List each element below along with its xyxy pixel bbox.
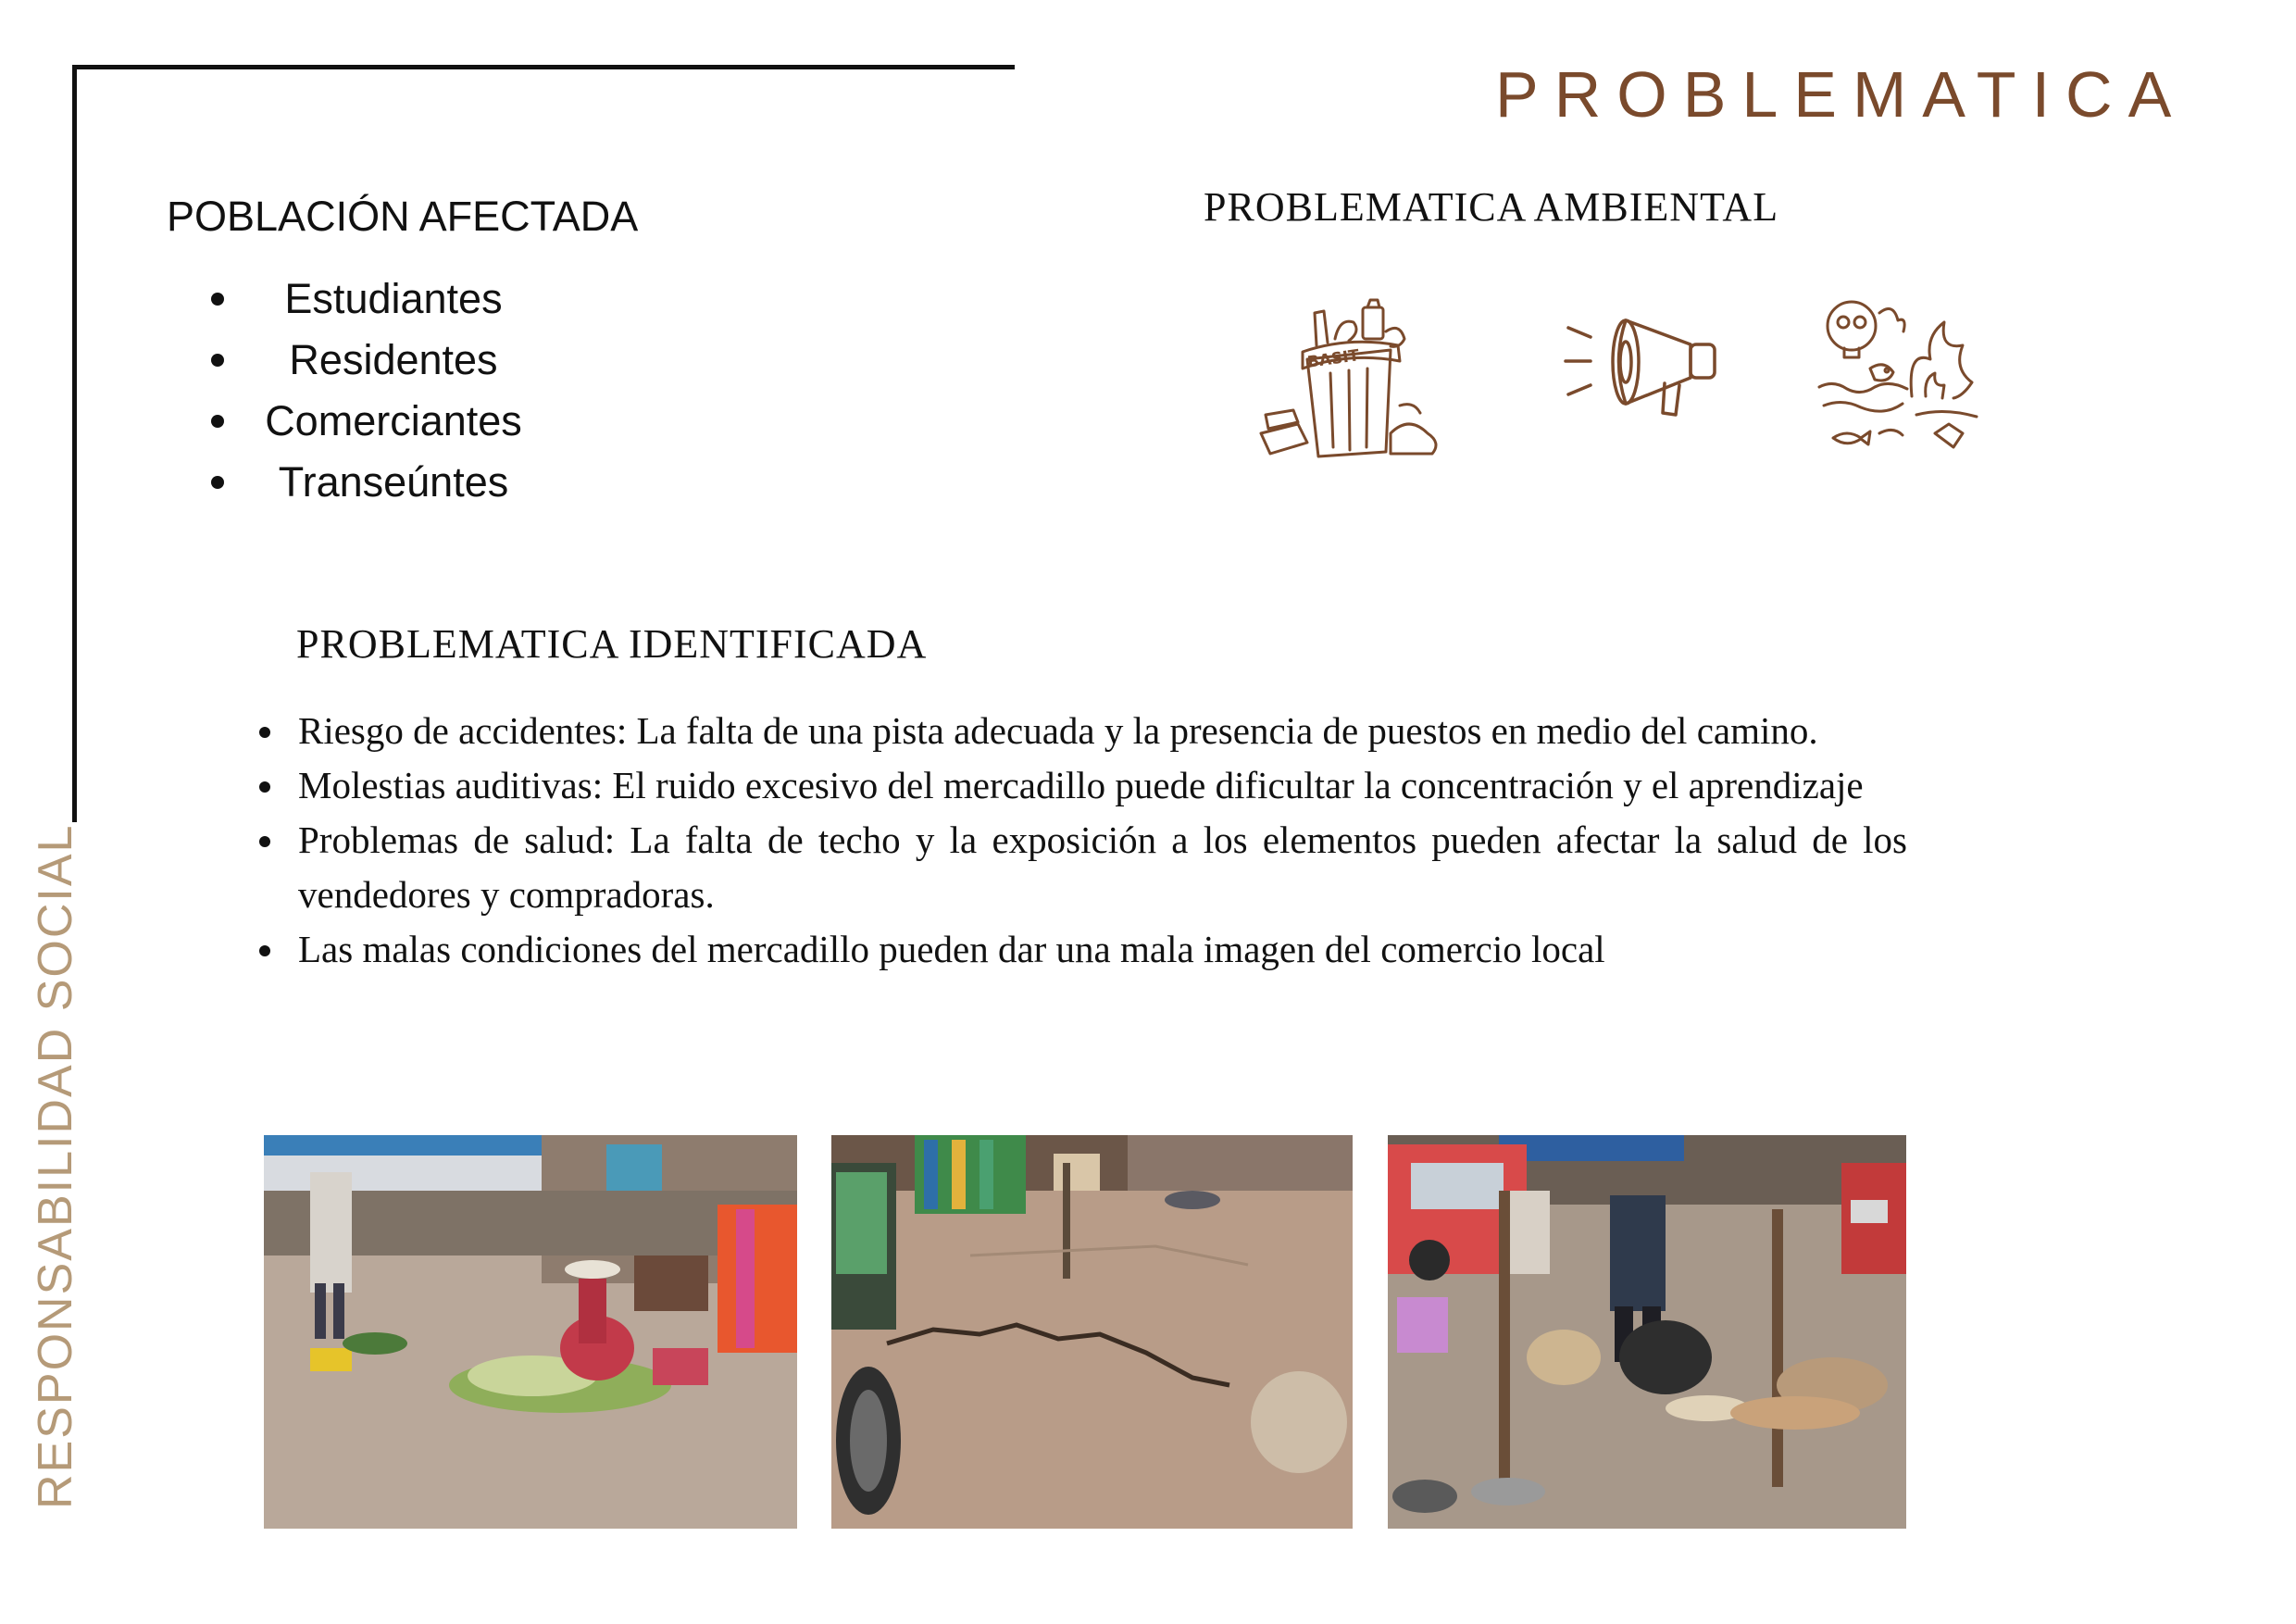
bullet-icon (259, 945, 270, 956)
overflowing-trash-can-icon (1252, 294, 1452, 461)
megaphone-noise-icon (1561, 307, 1728, 424)
side-label: RESPONSABILIDAD SOCIAL (29, 823, 82, 1509)
trash-label: BASIT (1305, 346, 1361, 372)
list-item: Residentes (167, 330, 583, 391)
bullet-icon (259, 727, 270, 738)
bullet-icon (211, 415, 224, 428)
list-item: Las malas condiciones del mercadillo pueden dar una mala imagen del comercio local (259, 922, 1907, 977)
bullet-icon (211, 354, 224, 367)
list-item: Riesgo de accidentes: La falta de una pista adecuada y la presencia de puestos en medio del camino. (259, 704, 1907, 758)
identificada-list (259, 704, 1907, 977)
bullet-icon (259, 836, 270, 847)
bullet-icon (211, 476, 224, 489)
ambiental-title: PROBLEMATICA AMBIENTAL (1204, 184, 1779, 230)
identificada-title: PROBLEMATICA IDENTIFICADA (296, 621, 928, 667)
street-market-vendors-photo (264, 1135, 797, 1529)
frame-left-line (72, 65, 77, 822)
poblacion-title: POBLACIÓN AFECTADA (167, 193, 639, 240)
list-item: Estudiantes (167, 269, 583, 330)
list-item: Molestias auditivas: El ruido excesivo del mercadillo puede dificultar la concentración y el aprendizaje (259, 758, 1907, 813)
poblacion-list (167, 269, 583, 513)
cracked-pavement-photo (831, 1135, 1353, 1529)
bullet-icon (259, 781, 270, 793)
market-stalls-mototaxi-photo (1388, 1135, 1906, 1529)
frame-top-line (72, 65, 1015, 69)
list-item: Transeúntes (167, 452, 583, 513)
list-item: Comerciantes (167, 391, 583, 452)
pollution-skull-fire-icon (1815, 294, 1983, 463)
page-title: PROBLEMATICA (1495, 58, 2188, 131)
bullet-icon (211, 293, 224, 306)
list-item: Problemas de salud: La falta de techo y la exposición a los elementos pueden afectar la salud de los vendedores y compradoras. (259, 813, 1907, 922)
